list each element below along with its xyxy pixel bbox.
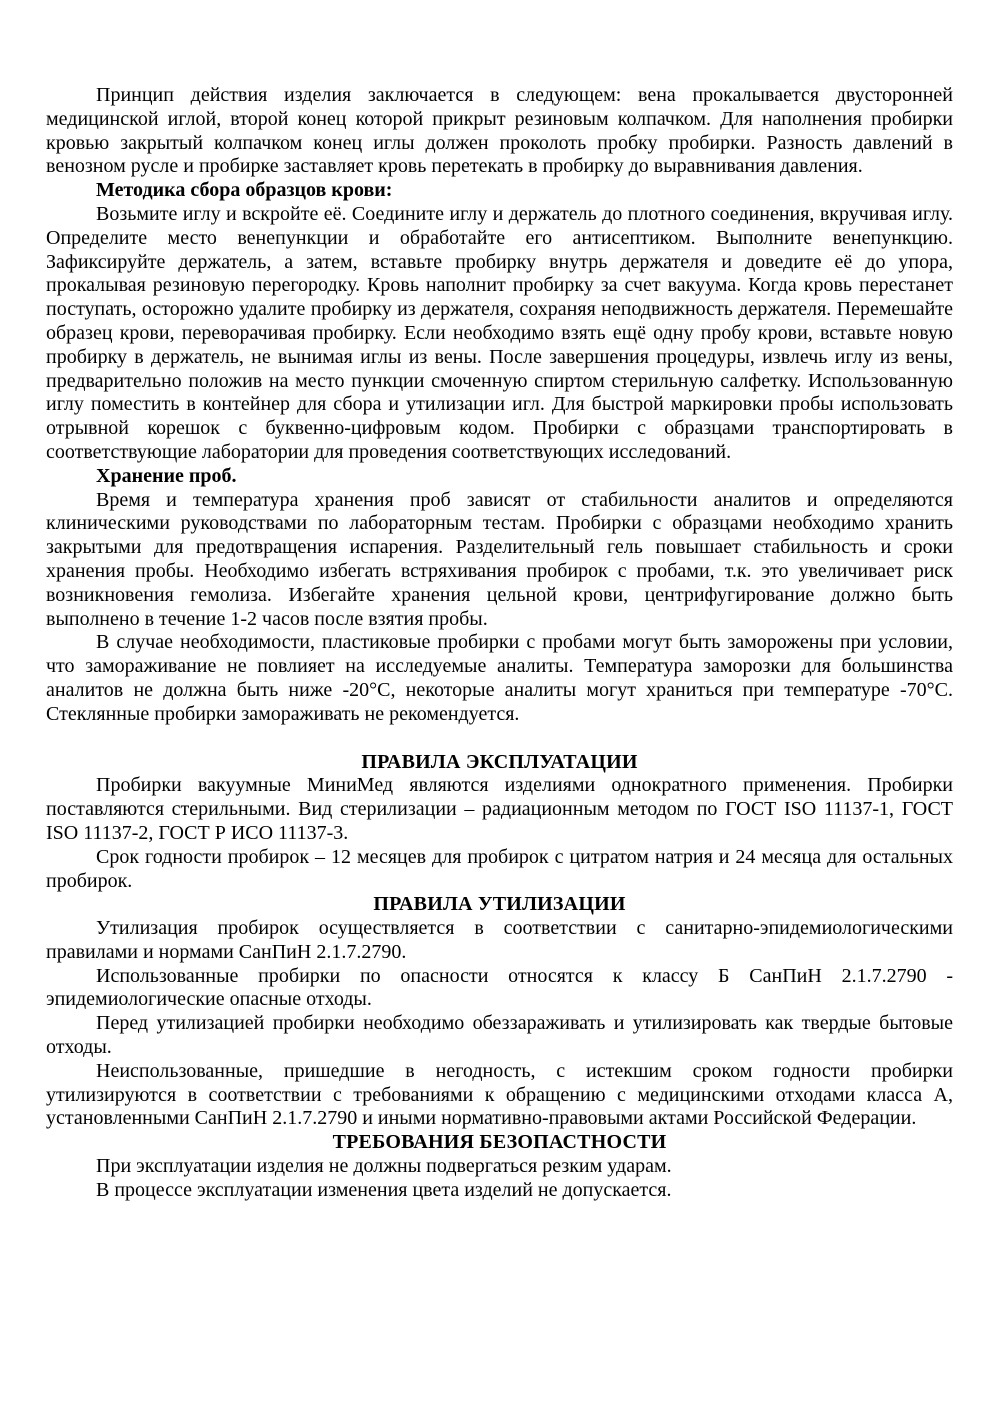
paragraph-storage-conditions: Время и температура хранения проб зависят от стабильности аналитов и определяются клиническими руководствами по лабораторным тестам. Пробирки с образцами необходимо хранить закрытыми для предотвращения испарения. Разделительный гель повышает стабильность и сроки хранения пробы. Необходимо избегать встряхивания пробирок с пробами, т.к. это увеличивает риск возникновения гемолиза. Избегайте хранения цельной крови, центрифугирование должно быть выполнено в течение 1-2 часов после взятия пробы.: [46, 488, 953, 630]
paragraph-used-tubes-class-b: Использованные пробирки по опасности относятся к классу Б СанПиН 2.1.7.2790 - эпидемиологические опасные отходы.: [46, 964, 953, 1011]
heading-safety-requirements: ТРЕБОВАНИЯ БЕЗОПАСТНОСТИ: [332, 1131, 667, 1154]
paragraph-decontamination: Перед утилизацией пробирки необходимо обеззараживать и утилизировать как твердые бытовые отходы.: [46, 1012, 953, 1059]
paragraph-freezing-conditions: В случае необходимости, пластиковые пробирки с пробами могут быть заморожены при условии, что замораживание не повлияет на исследуемые аналиты. Температура заморозки для большинства аналитов не должна быть ниже -20°С, некоторые аналиты могут храниться при температуре -70°С. Стеклянные пробирки замораживать не рекомендуется.: [46, 631, 953, 725]
subheading-blood-collection-method: Методика сбора образцов крови:: [96, 179, 393, 202]
paragraph-impact-warning: При эксплуатации изделия не должны подвергаться резким ударам.: [96, 1155, 672, 1178]
blank-line-spacer: [46, 727, 953, 751]
paragraph-disposal-sanpin: Утилизация пробирок осуществляется в соответствии с санитарно-эпидемиологическими правилами и нормами СанПиН 2.1.7.2790.: [46, 917, 953, 963]
paragraph-color-change-warning: В процессе эксплуатации изменения цвета изделий не допускается.: [96, 1178, 672, 1201]
paragraph-shelf-life: Срок годности пробирок – 12 месяцев для пробирок с цитратом натрия и 24 месяца для остальных пробирок.: [46, 845, 953, 892]
heading-disposal-rules: ПРАВИЛА УТИЛИЗАЦИИ: [373, 893, 626, 916]
subheading-sample-storage: Хранение проб.: [96, 464, 237, 487]
paragraph-operating-principle: Принцип действия изделия заключается в следующем: вена прокалывается двусторонней медицинской иглой, второй конец которой прикрыт резиновым колпачком. Для наполнения пробирки кровью закрытый колпачком конец иглы должен проколоть пробку пробирки. Разность давлений в венозном русле и пробирке заставляет кровь перетекать в пробирку до выравнивания давления.: [46, 84, 953, 178]
heading-operation-rules: ПРАВИЛА ЭКСПЛУАТАЦИИ: [361, 750, 638, 773]
paragraph-single-use-sterilization: Пробирки вакуумные МиниМед являются изделиями однократного применения. Пробирки поставляются стерильными. Вид стерилизации – радиационным методом по ГОСТ ISO 11137-1, ГОСТ ISO 11137-2, ГОСТ Р ИСО 11137-3.: [46, 774, 953, 844]
paragraph-collection-procedure: Возьмите иглу и вскройте её. Соедините иглу и держатель до плотного соединения, вкручивая иглу. Определите место венепункции и обработайте его антисептиком. Выполните венепункцию. Зафиксируйте держатель, а затем, вставьте пробирку внутрь держателя и доведите её до упора, прокалывая резиновую перегородку. Кровь наполнит пробирку за счет вакуума. Когда кровь перестанет поступать, осторожно удалите пробирку из держателя, сохраняя неподвижность держателя. Перемешайте образец крови, переворачивая пробирку. Если необходимо взять ещё одну пробу крови, вставьте новую пробирку в держатель, не вынимая иглы из вены. После завершения процедуры, извлечь иглу из вены, предварительно положив на место пункции смоченную спиртом стерильную салфетку. Использованную иглу поместить в контейнер для сбора и утилизации игл. Для быстрой маркировки пробы использовать отрывной корешок с буквенно-цифровым кодом. Пробирки с образцами транспортировать в соответствующие лаборатории для проведения соответствующих исследований.: [46, 202, 953, 463]
paragraph-unused-tubes-class-a: Неиспользованные, пришедшие в негодность, с истекшим сроком годности пробирки утилизируются в соответствии с требованиями к обращению с медицинскими отходами класса А, установленными СанПиН 2.1.7.2790 и иными нормативно-правовыми актами Российской Федерации.: [46, 1059, 953, 1130]
